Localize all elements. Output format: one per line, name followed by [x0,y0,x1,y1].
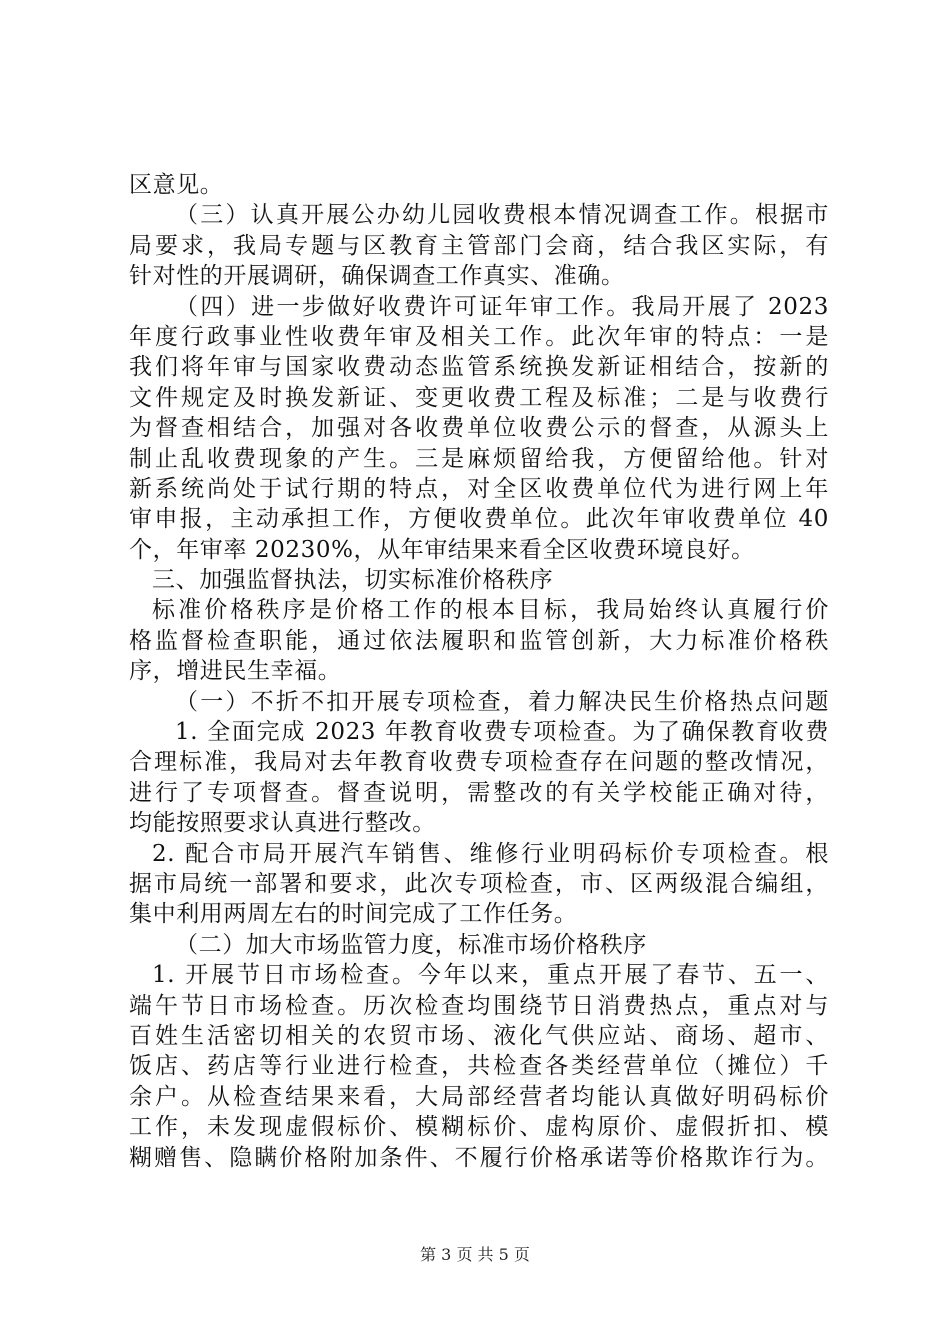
text-line: 均能按照要求认真进行整改。 [129,810,436,837]
text-line: 局要求，我局专题与区教育主管部门会商，结合我区实际，有 [129,232,829,259]
text-line: 2. 配合市局开展汽车销售、维修行业明码标价专项检查。根 [152,840,829,867]
text-line: 端午节日市场检查。历次检查均围绕节日消费热点，重点对与 [129,992,829,1019]
text-line: 1. 全面完成 2023 年教育收费专项检查。为了确保教育收费 [175,719,829,746]
page-footer: 第 3 页 共 5 页 [420,1245,530,1264]
text-line: （三）认真开展公办幼儿园收费根本情况调查工作。根据市 [175,202,829,229]
text-line: 格监督检查职能，通过依法履职和监管创新，大力标准价格秩 [129,627,829,654]
text-line: 年度行政事业性收费年审及相关工作。此次年审的特点：一是 [129,323,829,350]
text-line: （二）加大市场监管力度，标准市场价格秩序 [175,931,647,958]
text-line: （四）进一步做好收费许可证年审工作。我局开展了 2023 [175,293,829,320]
text-line: 序，增进民生幸福。 [129,658,342,685]
text-line: 审申报，主动承担工作，方便收费单位。此次年审收费单位 40 [129,506,829,533]
text-line: 糊赠售、隐瞒价格附加条件、不履行价格承诺等价格欺诈行为。 [129,1144,829,1171]
text-line: 文件规定及时换发新证、变更收费工程及标准；二是与收费行 [129,384,829,411]
text-line: 个，年审率 20230%，从年审结果来看全区收费环境良好。 [129,536,755,563]
text-line: （一）不折不扣开展专项检查，着力解决民生价格热点问题 [175,688,829,715]
text-line: 1. 开展节日市场检查。今年以来，重点开展了春节、五一、 [152,962,829,989]
text-line: 为督查相结合，加强对各收费单位收费公示的督查，从源头上 [129,415,829,442]
text-line: 进行了专项督查。督查说明，需整改的有关学校能正确对待， [129,779,829,806]
text-line: 新系统尚处于试行期的特点，对全区收费单位代为进行网上年 [129,475,829,502]
text-line: 据市局统一部署和要求，此次专项检查，市、区两级混合编组， [129,870,829,897]
text-line: 余户。从检查结果来看，大局部经营者均能认真做好明码标价 [129,1083,829,1110]
text-line: 针对性的开展调研，确保调查工作真实、准确。 [129,263,625,290]
text-line: 制止乱收费现象的产生。三是麻烦留给我，方便留给他。针对 [129,445,829,472]
text-line: 三、加强监督执法，切实标准价格秩序 [152,567,554,594]
text-line: 百姓生活密切相关的农贸市场、液化气供应站、商场、超市、 [129,1022,829,1049]
text-line: 饭店、药店等行业进行检查，共检查各类经营单位（摊位）千 [129,1053,829,1080]
text-line: 合理标准，我局对去年教育收费专项检查存在问题的整改情况， [129,749,829,776]
text-line: 集中利用两周左右的时间完成了工作任务。 [129,901,578,928]
document-body [129,170,829,1173]
text-line: 工作，未发现虚假标价、模糊标价、虚构原价、虚假折扣、模 [129,1114,829,1141]
text-line: 标准价格秩序是价格工作的根本目标，我局始终认真履行价 [152,597,829,624]
text-line: 我们将年审与国家收费动态监管系统换发新证相结合，按新的 [129,354,829,381]
text-line: 区意见。 [129,172,224,198]
